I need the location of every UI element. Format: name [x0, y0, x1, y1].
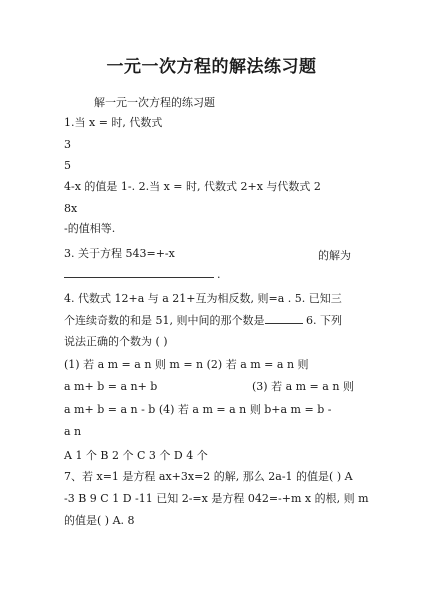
- question-3-line: 3. 关于方程 543=+-x: [64, 247, 175, 260]
- question-5-text: 个连续奇数的和是 51, 则中间的那个数是: [64, 314, 265, 327]
- question-6-prompt: 说法正确的个数为 ( ): [64, 335, 168, 348]
- question-6-start: 6. 下列: [302, 314, 342, 327]
- question-7-line: 7、若 x=1 是方程 ax+3x=2 的解, 那么 2a-1 的值是( ) A: [64, 470, 353, 483]
- answer-blank-line: [64, 277, 214, 278]
- question-2-line: 4-x 的值是 1-. 2.当 x = 时, 代数式 2+x 与代数式 2: [64, 180, 321, 193]
- question-3-answer-label: 的解为: [318, 249, 351, 262]
- question-4-5-line: 4. 代数式 12+a 与 a 21+互为相反数, 则=a . 5. 已知三: [64, 292, 342, 305]
- statement-3: (3) 若 a m = a n 则: [252, 380, 354, 393]
- subtitle: 解一元一次方程的练习题: [94, 96, 215, 109]
- question-5-line: [64, 313, 342, 328]
- statement-1-2: (1) 若 a m = a n 则 m = n (2) 若 a m = a n 则: [64, 358, 309, 371]
- page-title: 一元一次方程的解法练习题: [106, 57, 317, 77]
- answer-blank-short: [265, 313, 303, 324]
- question-1-line: 1.当 x = 时, 代数式: [64, 116, 163, 129]
- fraction-numerator: 3: [64, 138, 71, 151]
- question-6-options: A 1 个 B 2 个 C 3 个 D 4 个: [64, 449, 208, 462]
- question-7-8-line: -3 B 9 C 1 D -11 已知 2-=x 是方程 042=-+m x 的根, 则 m: [64, 492, 369, 505]
- answer-period: .: [217, 268, 221, 281]
- statement-4-tail: a n: [64, 425, 82, 438]
- statement-2-body: a m+ b = a n+ b: [64, 380, 158, 393]
- fraction-denominator: 5: [64, 159, 71, 172]
- question-8-tail: 的值是( ) A. 8: [64, 514, 135, 527]
- fraction-8x: 8x: [64, 202, 78, 215]
- question-2-tail: -的值相等.: [64, 222, 116, 235]
- statement-3-4: a m+ b = a n - b (4) 若 a m = a n 则 b+a m = b -: [64, 403, 332, 416]
